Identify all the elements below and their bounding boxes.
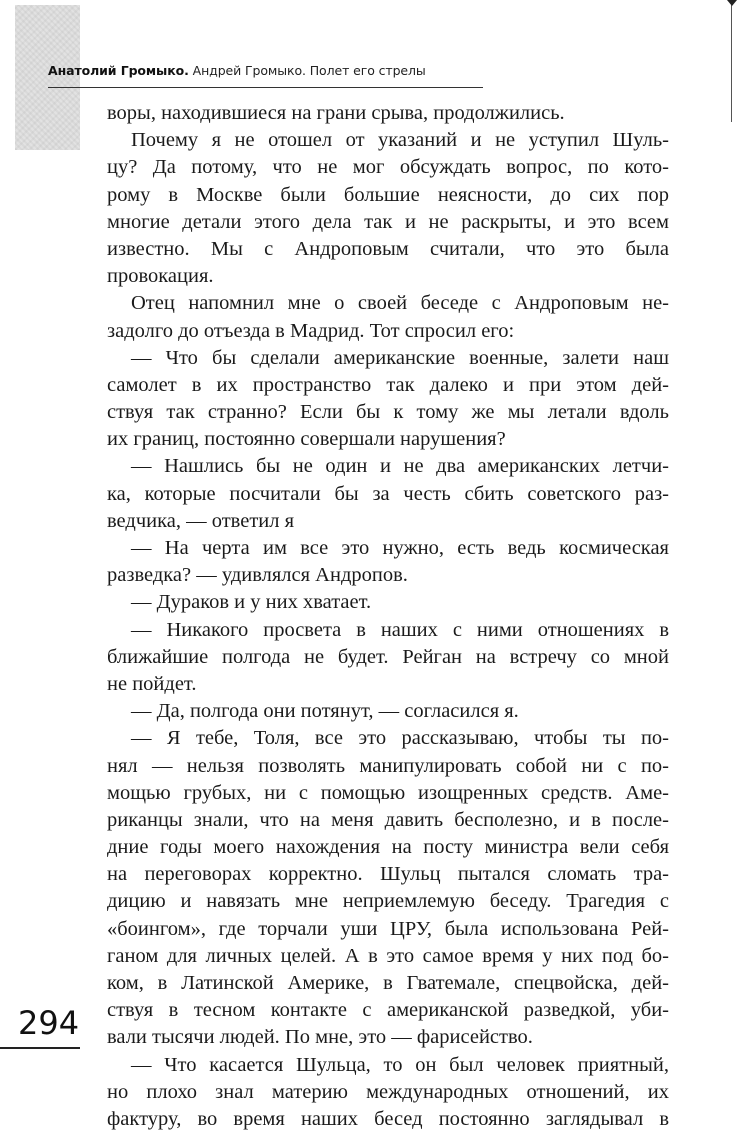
text-line: задолго до отъезда в Мадрид. Тот спросил его: — [107, 319, 515, 342]
text-line: самолет в их пространство так далеко и при этом дей- — [107, 373, 669, 396]
text-line: провокация. — [107, 265, 214, 288]
text-line: — На черта им все это нужно, есть ведь космическая — [131, 537, 669, 559]
page-number-rule — [0, 1047, 80, 1049]
text-line: известно. Мы с Андроповым считали, что это была — [107, 237, 669, 260]
page-edge-marker — [727, 0, 737, 6]
text-line: цу? Да потому, что не мог обсуждать вопрос, по кото- — [107, 156, 669, 179]
text-line: вали тысячи людей. По мне, это — фарисейство. — [107, 1026, 533, 1049]
text-line: мощью грубых, ни с помощью изощренных средств. Аме- — [107, 781, 669, 804]
text-line: «боингом», где торчали уши ЦРУ, была использована Рей- — [107, 917, 669, 940]
text-line: — Нашлись бы не один и не два американских летчи- — [131, 455, 669, 478]
text-line: воры, находившиеся на грани срыва, продолжились. — [107, 102, 565, 124]
page-edge-rule — [731, 0, 732, 122]
running-head-rule — [48, 87, 483, 88]
running-head — [48, 63, 426, 78]
text-line: Отец напомнил мне о своей беседе с Андроповым не- — [131, 292, 669, 315]
text-line: — Никакого просвета в наших с ними отношениях в — [131, 618, 669, 641]
text-line: — Я тебе, Толя, все это рассказываю, чтобы ты по- — [131, 727, 669, 750]
text-line: но плохо знал материю международных отношений, их — [107, 1080, 669, 1103]
text-line: — Дураков и у них хватает. — [131, 591, 372, 614]
page-number: 294 — [18, 1004, 80, 1042]
text-line: дние годы моего нахождения на посту министра вели себя — [107, 836, 669, 859]
text-line: ком, в Латинской Америке, в Гватемале, спецвойска, дей- — [107, 972, 669, 994]
text-line: нял — нельзя позволять манипулировать собой ни с по- — [107, 754, 669, 777]
text-line: рому в Москве были большие неясности, до сих пор — [107, 183, 669, 206]
text-line: — Что бы сделали американские военные, залети наш — [131, 346, 669, 369]
text-line: — Что касается Шульца, то он был человек приятный, — [131, 1053, 669, 1076]
text-line: фактуру, во время наших бесед постоянно заглядывал в — [107, 1107, 669, 1130]
text-line: их границ, постоянно совершали нарушения? — [107, 428, 506, 451]
text-line: Почему я не отошел от указаний и не уступил Шуль- — [131, 129, 669, 152]
text-line: многие детали этого дела так и не раскрыты, и это всем — [107, 210, 669, 233]
body-text — [107, 100, 669, 1133]
running-head-author: Анатолий Громыко. — [48, 63, 189, 78]
text-line: ствуя так странно? Если бы к тому же мы летали вдоль — [107, 401, 669, 424]
text-line: ка, которые посчитали бы за честь сбить советского раз- — [107, 482, 669, 505]
running-head-title: Андрей Громыко. Полет его стрелы — [192, 63, 426, 78]
text-line: ствуя в тесном контакте с американской разведкой, уби- — [107, 999, 669, 1022]
text-line: ближайшие полгода не будет. Рейган на встречу со мной — [107, 645, 669, 668]
text-line: разведка? — удивлялся Андропов. — [107, 564, 408, 587]
text-line: ведчика, — ответил я — [107, 509, 295, 532]
text-line: ганом для личных целей. А в это самое время у них под бо- — [107, 944, 669, 967]
text-line: не пойдет. — [107, 672, 197, 695]
text-line: дицию и навязать мне неприемлемую беседу. Трагедия с — [107, 890, 669, 913]
text-line: на переговорах корректно. Шульц пытался сломать тра- — [107, 863, 669, 886]
text-line: риканцы знали, что на меня давить бесполезно, и в после- — [107, 808, 669, 831]
text-line: — Да, полгода они потянут, — согласился я. — [131, 700, 519, 723]
